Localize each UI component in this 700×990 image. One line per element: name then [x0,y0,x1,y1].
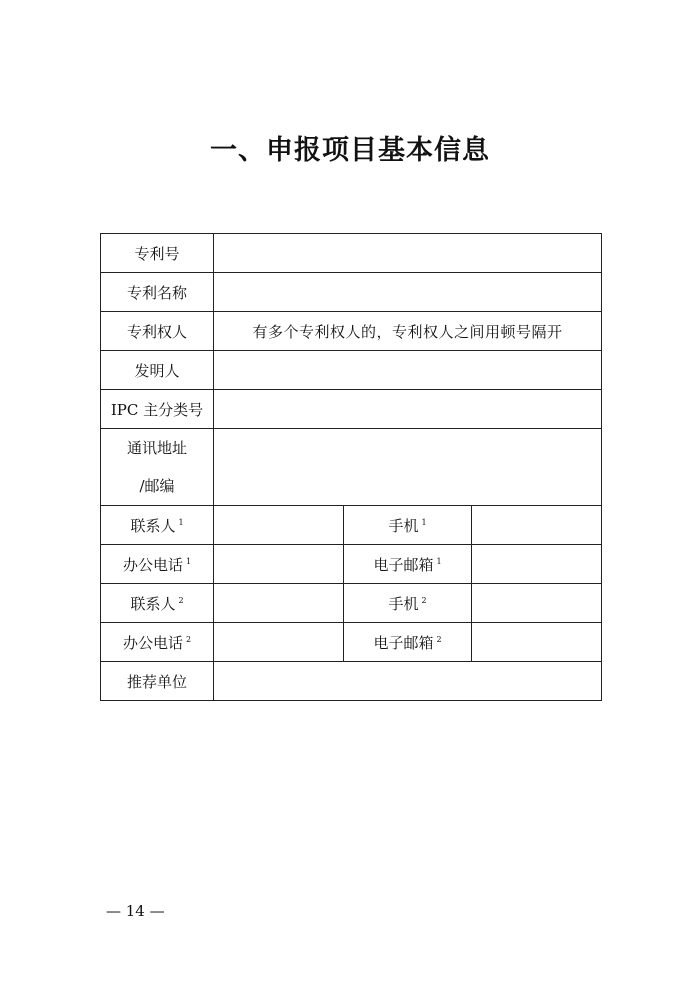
mobile1-field[interactable] [472,506,602,545]
office-phone2-label: 办公电话 $^2$ [101,623,214,662]
contact2-field[interactable] [214,584,344,623]
contact1-field[interactable] [214,506,344,545]
office-phone2-field[interactable] [214,623,344,662]
patent-name-label: 专利名称 [101,273,214,312]
ipc-field[interactable] [214,390,602,429]
row-patent-number [101,234,602,273]
row-contact-2 [101,584,602,623]
email1-label: 电子邮箱 $^1$ [344,545,472,584]
mobile1-label: 手机 $^1$ [344,506,472,545]
office-phone1-label: 办公电话 $^1$ [101,545,214,584]
row-patentee [101,312,602,351]
row-address [101,429,602,506]
row-office-1 [101,545,602,584]
patentee-label: 专利权人 [101,312,214,351]
patentee-field[interactable] [214,312,602,351]
project-info-form [100,233,602,701]
patent-name-field[interactable] [214,273,602,312]
row-patent-name [101,273,602,312]
patent-number-field[interactable] [214,234,602,273]
inventor-field[interactable] [214,351,602,390]
page-number: — 14 — [106,902,165,920]
ipc-label: IPC 主分类号 [101,390,214,429]
contact2-label: 联系人 $^2$ [101,584,214,623]
inventor-label: 发明人 [101,351,214,390]
email2-field[interactable] [472,623,602,662]
recommender-field[interactable] [214,662,602,701]
email1-field[interactable] [472,545,602,584]
contact1-label: 联系人 $^1$ [101,506,214,545]
row-office-2 [101,623,602,662]
row-contact-1 [101,506,602,545]
page-title: 一、申报项目基本信息 [210,135,490,166]
row-inventor [101,351,602,390]
mobile2-field[interactable] [472,584,602,623]
row-ipc [101,390,602,429]
email2-label: 电子邮箱 $^2$ [344,623,472,662]
patentee-note: 有多个专利权人的，专利权人之间用顿号隔开 [252,322,563,341]
address-field[interactable] [214,429,602,506]
row-recommender [101,662,602,701]
recommender-label: 推荐单位 [101,662,214,701]
office-phone1-field[interactable] [214,545,344,584]
address-label: 通讯地址 /邮编 [101,429,214,506]
mobile2-label: 手机 $^2$ [344,584,472,623]
patent-number-label: 专利号 [101,234,214,273]
